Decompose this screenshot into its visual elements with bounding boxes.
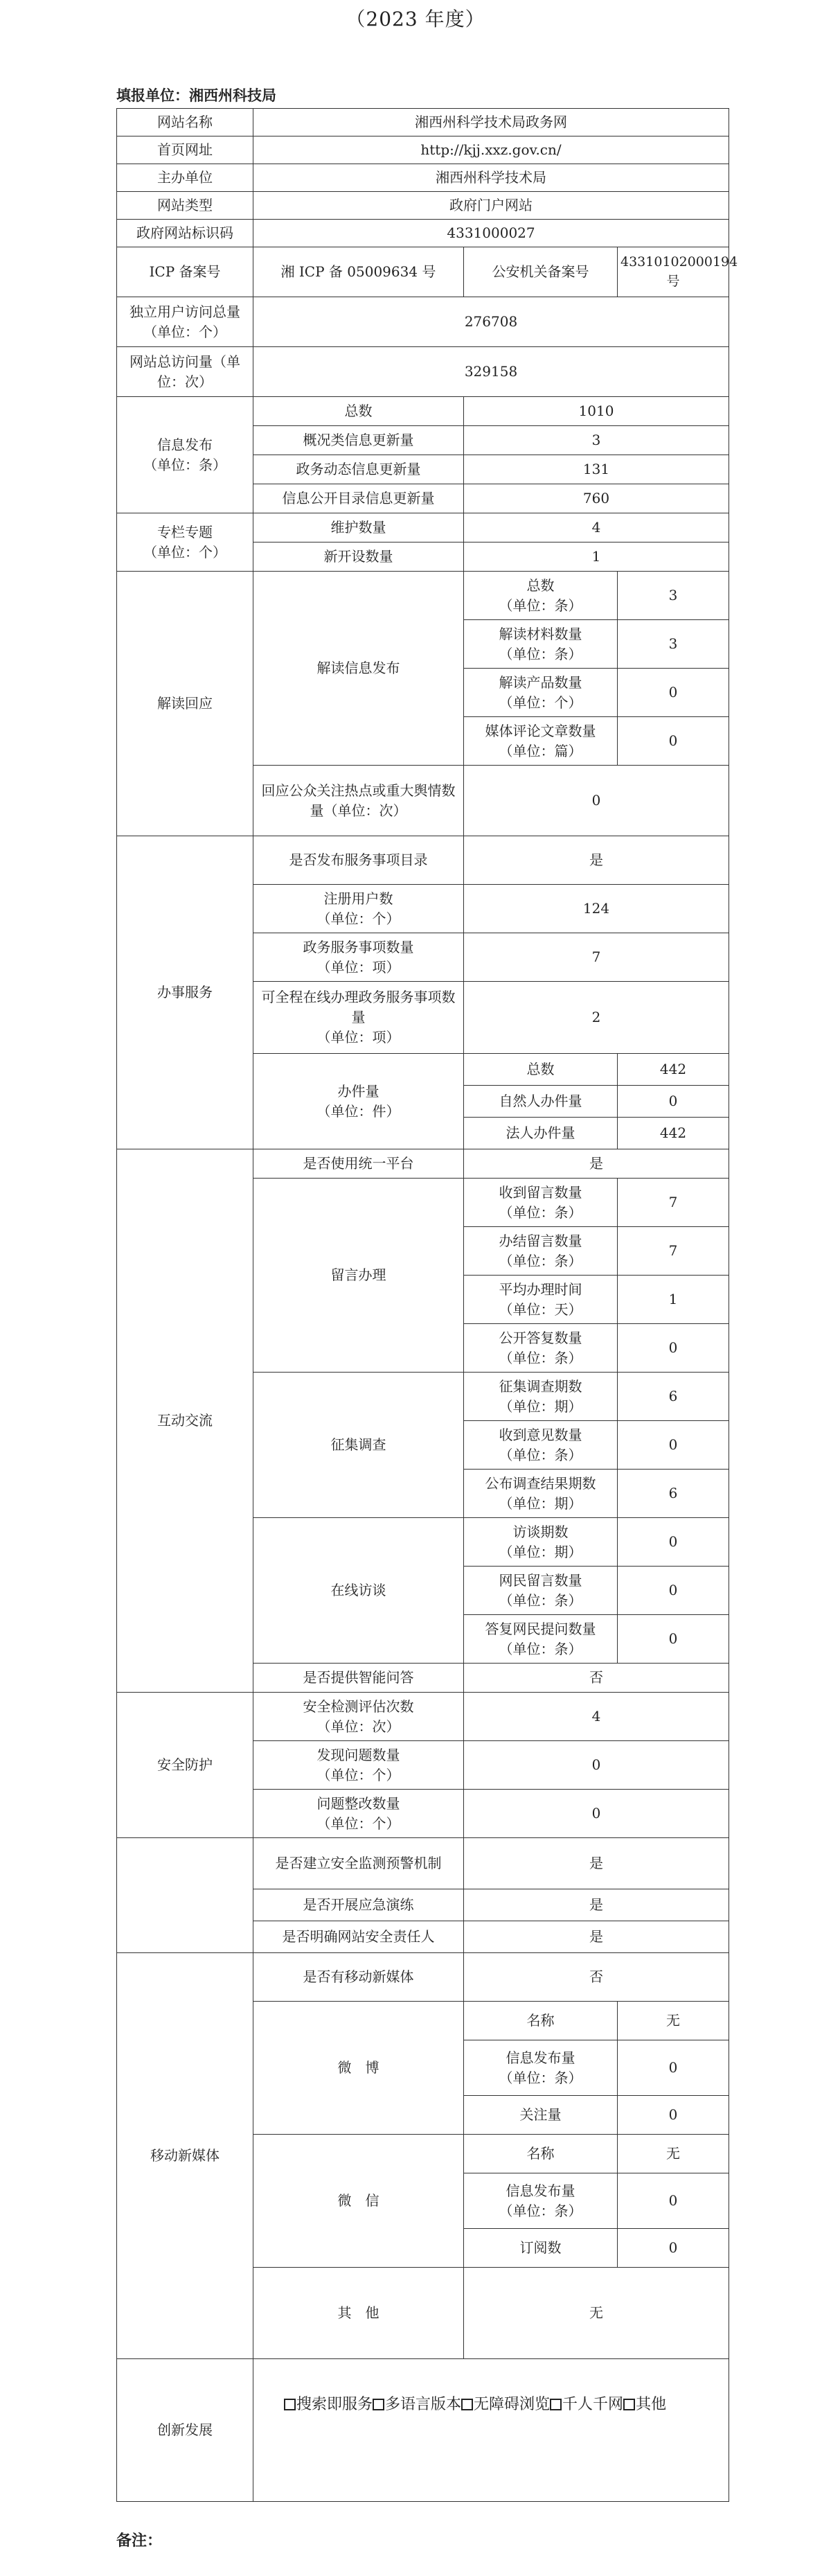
- info-overview-label: 概况类信息更新量: [253, 426, 464, 455]
- table-row: [117, 572, 729, 620]
- checkbox-icon[interactable]: [461, 2399, 473, 2410]
- table-row: [117, 1149, 729, 1179]
- website-report-table: [116, 108, 751, 2502]
- msg-done-label: 办结留言数量 （单位：条）: [464, 1227, 618, 1276]
- security-found-label: 发现问题数量 （单位：个）: [253, 1741, 464, 1790]
- mobile-has-label: 是否有移动新媒体: [253, 1953, 464, 2002]
- column-maintain-value: 4: [464, 513, 729, 542]
- talk-periods-value: 0: [618, 1518, 729, 1567]
- wechat-posts-label: 信息发布量 （单位：条）: [464, 2173, 618, 2229]
- security-tests-label: 安全检测评估次数 （单位：次）: [253, 1693, 464, 1741]
- table-row: [117, 297, 729, 347]
- msg-received-label: 收到留言数量 （单位：条）: [464, 1179, 618, 1227]
- security-owner-label: 是否明确网站安全责任人: [253, 1921, 464, 1953]
- checkbox-icon[interactable]: [284, 2399, 296, 2410]
- msg-time-value: 1: [618, 1276, 729, 1324]
- service-items-value: 7: [464, 933, 729, 982]
- table-row: [117, 192, 729, 220]
- talk-msgs-label: 网民留言数量 （单位：条）: [464, 1567, 618, 1615]
- msg-time-label: 平均办理时间 （单位：天）: [464, 1276, 618, 1324]
- site-type-value: 政府门户网站: [253, 192, 729, 220]
- service-vol-total-label: 总数: [464, 1054, 618, 1086]
- talk-answers-value: 0: [618, 1615, 729, 1664]
- home-url-label: 首页网址: [117, 136, 253, 164]
- column-maintain-label: 维护数量: [253, 513, 464, 542]
- innovation-section-title: 创新发展: [117, 2359, 253, 2502]
- filing-unit: 填报单位：湘西州科技局: [116, 87, 276, 104]
- interact-ai-value: 否: [464, 1664, 729, 1693]
- wechat-subs-label: 订阅数: [464, 2229, 618, 2268]
- msg-received-value: 7: [618, 1179, 729, 1227]
- info-section-title: [117, 397, 253, 513]
- interpret-total-label: 总数 （单位：条）: [464, 572, 618, 620]
- interact-ai-label: 是否提供智能问答: [253, 1664, 464, 1693]
- weibo-posts-label: 信息发布量 （单位：条）: [464, 2040, 618, 2096]
- service-vol-legal-value: 442: [618, 1118, 729, 1149]
- info-unit: （单位：条）: [143, 456, 226, 473]
- info-total-label: 总数: [253, 397, 464, 426]
- security-drill-value: 是: [464, 1889, 729, 1921]
- table-row: [117, 2359, 729, 2502]
- site-name-label: 网站名称: [117, 109, 253, 136]
- info-open-label: 信息公开目录信息更新量: [253, 484, 464, 513]
- mobile-has-value: 否: [464, 1953, 729, 2002]
- talk-answers-label: 答复网民提问数量 （单位：条）: [464, 1615, 618, 1664]
- interact-platform-label: 是否使用统一平台: [253, 1149, 464, 1179]
- interpret-product-label: 解读产品数量 （单位：个）: [464, 669, 618, 717]
- service-catalog-label: 是否发布服务事项目录: [253, 836, 464, 885]
- home-url-value: http://kjj.xxz.gov.cn/: [253, 136, 729, 164]
- innovation-option[interactable]: 其他: [623, 2396, 666, 2413]
- column-section-title: [117, 513, 253, 572]
- service-online-value: 2: [464, 982, 729, 1054]
- innovation-options: [253, 2359, 729, 2502]
- survey-results-value: 6: [618, 1470, 729, 1518]
- other-media-value: 无: [464, 2268, 729, 2359]
- interpret-total-value: 3: [618, 572, 729, 620]
- talk-periods-label: 访谈期数 （单位：期）: [464, 1518, 618, 1567]
- wechat-subs-value: 0: [618, 2229, 729, 2268]
- talk-msgs-value: 0: [618, 1567, 729, 1615]
- security-tests-value: 4: [464, 1693, 729, 1741]
- table-row: [117, 247, 729, 297]
- interpret-media-value: 0: [618, 717, 729, 766]
- table-row: [117, 397, 729, 426]
- security-found-value: 0: [464, 1741, 729, 1790]
- survey-periods-value: 6: [618, 1373, 729, 1421]
- site-name-value: 湘西州科学技术局政务网: [253, 109, 729, 136]
- table-row: [117, 164, 729, 192]
- info-title: 信息发布: [157, 436, 213, 453]
- interpret-respond-label: 回应公众关注热点或重大舆情数量（单位：次）: [253, 766, 464, 836]
- security-section-title: 安全防护: [117, 1693, 253, 1838]
- service-vol-person-value: 0: [618, 1086, 729, 1118]
- security-owner-value: 是: [464, 1921, 729, 1953]
- weibo-follow-value: 0: [618, 2096, 729, 2135]
- interact-platform-value: 是: [464, 1149, 729, 1179]
- info-open-value: 760: [464, 484, 729, 513]
- innovation-option[interactable]: 多语言版本: [373, 2396, 461, 2413]
- checkbox-icon[interactable]: [623, 2399, 635, 2410]
- survey-section-label: 征集调查: [253, 1373, 464, 1518]
- info-overview-value: 3: [464, 426, 729, 455]
- table-row: [117, 136, 729, 164]
- service-vol-total-value: 442: [618, 1054, 729, 1086]
- msg-public-label: 公开答复数量 （单位：条）: [464, 1324, 618, 1373]
- column-title: 专栏专题: [157, 523, 213, 540]
- uv-value: 276708: [253, 297, 729, 347]
- interpret-material-label: 解读材料数量 （单位：条）: [464, 620, 618, 669]
- security-monitor-label: 是否建立安全监测预警机制: [253, 1838, 464, 1889]
- report-year: （2023 年度）: [346, 8, 485, 30]
- info-news-value: 131: [464, 455, 729, 484]
- innovation-option[interactable]: 千人千网: [550, 2396, 623, 2413]
- wechat-label: 微 信: [253, 2135, 464, 2268]
- weibo-posts-value: 0: [618, 2040, 729, 2096]
- service-section-title: 办事服务: [117, 836, 253, 1149]
- checkbox-icon[interactable]: [550, 2399, 562, 2410]
- weibo-name-label: 名称: [464, 2002, 618, 2040]
- pv-value: 329158: [253, 347, 729, 397]
- table-row: [117, 1953, 729, 2002]
- table-row: [117, 1693, 729, 1741]
- pv-label: 网站总访问量（单位：次）: [117, 347, 253, 397]
- interpret-media-label: 媒体评论文章数量 （单位：篇）: [464, 717, 618, 766]
- remark-label: 备注：: [116, 2532, 163, 2550]
- table-row: [117, 109, 729, 136]
- checkbox-icon[interactable]: [373, 2399, 384, 2410]
- icp-label: ICP 备案号: [117, 247, 253, 297]
- column-unit: （单位：个）: [143, 543, 226, 561]
- security-monitor-value: 是: [464, 1838, 729, 1889]
- security-fixed-label: 问题整改数量 （单位：个）: [253, 1790, 464, 1838]
- weibo-name-value: 无: [618, 2002, 729, 2040]
- service-catalog-value: 是: [464, 836, 729, 885]
- psb-value: 43310102000194 号: [618, 247, 729, 297]
- wechat-posts-value: 0: [618, 2173, 729, 2229]
- table-row: [117, 1838, 729, 1889]
- psb-label: 公安机关备案号: [464, 247, 618, 297]
- weibo-follow-label: 关注量: [464, 2096, 618, 2135]
- service-online-label: 可全程在线办理政务服务事项数量 （单位：项）: [253, 982, 464, 1054]
- interpret-product-value: 0: [618, 669, 729, 717]
- site-code-value: 4331000027: [253, 220, 729, 247]
- service-volume-label: 办件量 （单位：件）: [253, 1054, 464, 1149]
- wechat-name-value: 无: [618, 2135, 729, 2173]
- mobile-section-title: 移动新媒体: [117, 1953, 253, 2359]
- talk-section-label: 在线访谈: [253, 1518, 464, 1664]
- host-unit-label: 主办单位: [117, 164, 253, 192]
- weibo-label: 微 博: [253, 2002, 464, 2135]
- other-media-label: 其 他: [253, 2268, 464, 2359]
- wechat-name-label: 名称: [464, 2135, 618, 2173]
- site-type-label: 网站类型: [117, 192, 253, 220]
- service-users-label: 注册用户数 （单位：个）: [253, 885, 464, 933]
- interpret-material-value: 3: [618, 620, 729, 669]
- innovation-option[interactable]: 无障碍浏览: [461, 2396, 550, 2413]
- service-vol-person-label: 自然人办件量: [464, 1086, 618, 1118]
- service-items-label: 政务服务事项数量 （单位：项）: [253, 933, 464, 982]
- uv-label: 独立用户访问总量（单位：个）: [117, 297, 253, 347]
- interpret-publish-label: 解读信息发布: [253, 572, 464, 766]
- site-code-label: 政府网站标识码: [117, 220, 253, 247]
- security-blank-cell: [117, 1838, 253, 1953]
- msg-public-value: 0: [618, 1324, 729, 1373]
- info-total-value: 1010: [464, 397, 729, 426]
- column-new-value: 1: [464, 542, 729, 572]
- survey-opinions-label: 收到意见数量 （单位：条）: [464, 1421, 618, 1470]
- host-unit-value: 湘西州科学技术局: [253, 164, 729, 192]
- survey-opinions-value: 0: [618, 1421, 729, 1470]
- service-users-value: 124: [464, 885, 729, 933]
- interpret-respond-value: 0: [464, 766, 729, 836]
- column-new-label: 新开设数量: [253, 542, 464, 572]
- table-row: [117, 220, 729, 247]
- msg-done-value: 7: [618, 1227, 729, 1276]
- survey-results-label: 公布调查结果期数 （单位：期）: [464, 1470, 618, 1518]
- interact-section-title: 互动交流: [117, 1149, 253, 1693]
- security-drill-label: 是否开展应急演练: [253, 1889, 464, 1921]
- icp-value: 湘 ICP 备 05009634 号: [253, 247, 464, 297]
- service-vol-legal-label: 法人办件量: [464, 1118, 618, 1149]
- info-news-label: 政务动态信息更新量: [253, 455, 464, 484]
- msg-section-label: 留言办理: [253, 1179, 464, 1373]
- table-row: [117, 513, 729, 542]
- survey-periods-label: 征集调查期数 （单位：期）: [464, 1373, 618, 1421]
- security-fixed-value: 0: [464, 1790, 729, 1838]
- table-row: [117, 347, 729, 397]
- interpret-section-title: 解读回应: [117, 572, 253, 836]
- table-row: [117, 836, 729, 885]
- innovation-option[interactable]: 搜索即服务: [284, 2396, 373, 2413]
